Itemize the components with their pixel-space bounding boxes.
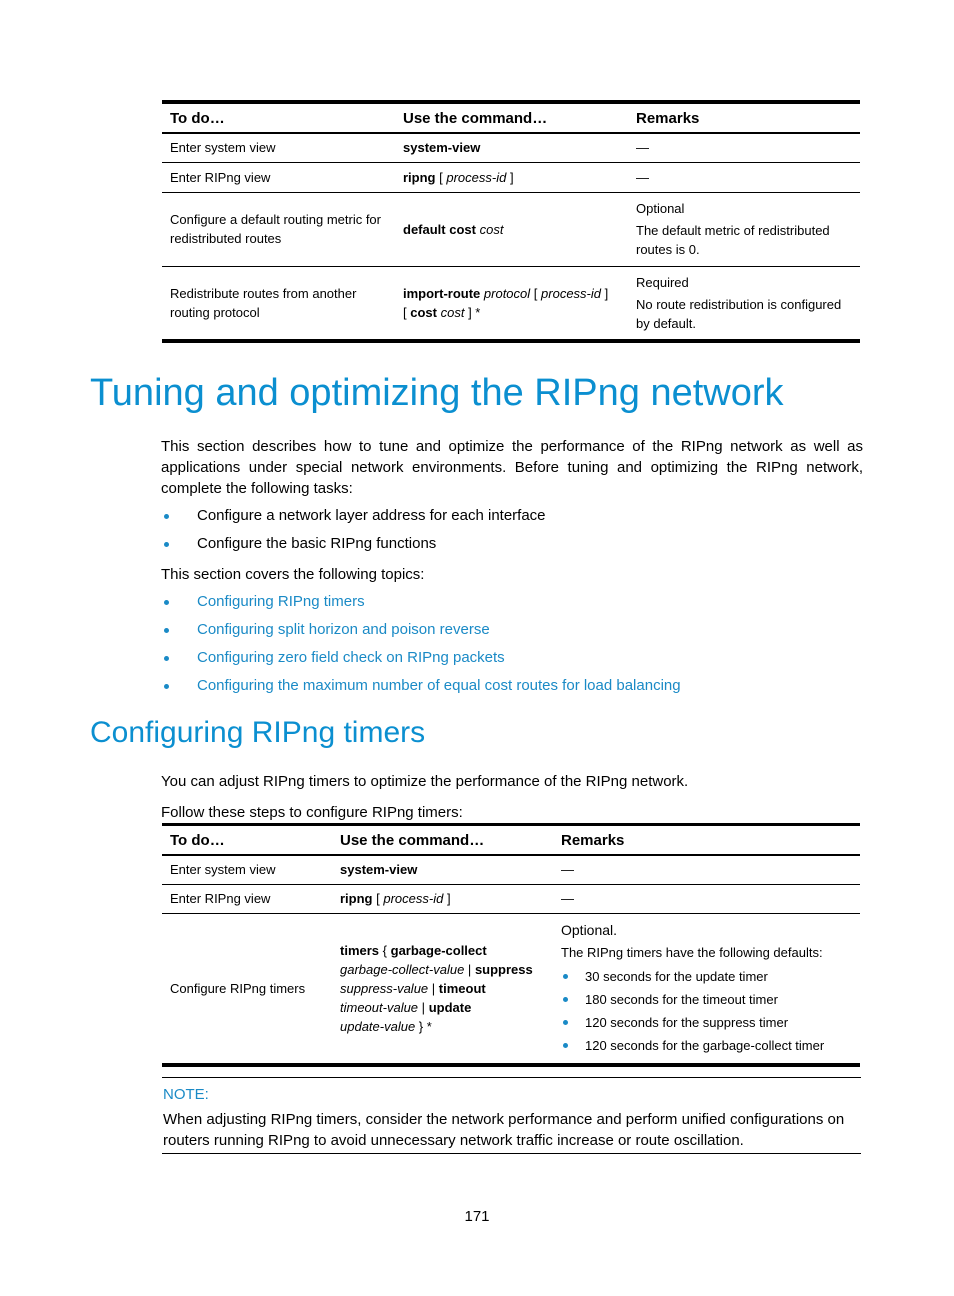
table-row <box>162 133 860 162</box>
remark-line: Optional. <box>561 921 618 938</box>
task-list <box>161 502 546 558</box>
command-cell: ripng [ process-id ] <box>332 884 553 913</box>
topic-link[interactable]: Configuring RIPng timers <box>197 593 365 610</box>
column-header: Use the command… <box>395 102 628 133</box>
table-row <box>162 884 860 913</box>
table-row <box>162 162 860 192</box>
todo-cell: Enter system view <box>162 133 395 162</box>
command-cell: timers { garbage-collect garbage-collect-value | suppress suppress-value | timeout timeout-value | update update-value } * <box>332 913 553 1065</box>
topic-link-list <box>161 588 681 700</box>
list-item <box>161 616 681 644</box>
remark-cell <box>628 192 860 266</box>
list-item: 30 seconds for the update timer <box>561 965 852 988</box>
column-header: Use the command… <box>332 825 553 856</box>
command-cell: import-route protocol [ process-id ] [ cost cost ] * <box>395 266 628 341</box>
list-item <box>161 644 681 672</box>
todo-cell: Enter RIPng view <box>162 162 395 192</box>
topic-link[interactable]: Configuring zero field check on RIPng packets <box>197 649 505 666</box>
table-row <box>162 913 860 1065</box>
command-cell: ripng [ process-id ] <box>395 162 628 192</box>
note-label: NOTE: <box>163 1086 209 1103</box>
command-cell: system-view <box>395 133 628 162</box>
remark-cell: — <box>628 162 860 192</box>
table-header-row <box>162 825 860 856</box>
remark-line: The RIPng timers have the following defaults: <box>561 944 823 960</box>
table-row <box>162 266 860 341</box>
intro-paragraph: This section describes how to tune and optimize the performance of the RIPng network as well as applications under special network environments. Before tuning and optimizing the RIPng network, complete the following tasks: <box>161 438 863 497</box>
column-header: To do… <box>162 825 332 856</box>
list-item: 120 seconds for the suppress timer <box>561 1011 852 1034</box>
remark-line: No route redistribution is configured by default. <box>636 296 842 331</box>
table-row <box>162 192 860 266</box>
topic-link[interactable]: Configuring the maximum number of equal cost routes for load balancing <box>197 677 681 694</box>
remark-cell: — <box>628 133 860 162</box>
todo-cell: Redistribute routes from another routing protocol <box>162 266 395 341</box>
table-row <box>162 855 860 884</box>
redistribution-table <box>162 100 860 343</box>
remark-cell <box>628 266 860 341</box>
list-item <box>161 672 681 700</box>
steps-intro: Follow these steps to configure RIPng timers: <box>161 804 463 821</box>
todo-cell: Configure RIPng timers <box>162 913 332 1065</box>
remark-cell <box>553 913 860 1065</box>
timers-table <box>162 823 860 1067</box>
todo-cell: Enter system view <box>162 855 332 884</box>
list-item <box>161 588 681 616</box>
table-header-row <box>162 102 860 133</box>
command-cell: default cost cost <box>395 192 628 266</box>
column-header: To do… <box>162 102 395 133</box>
subsection-paragraph: You can adjust RIPng timers to optimize the performance of the RIPng network. <box>161 773 689 790</box>
list-item: Configure the basic RIPng functions <box>161 530 546 558</box>
column-header: Remarks <box>553 825 860 856</box>
list-item: 180 seconds for the timeout timer <box>561 988 852 1011</box>
remark-line: Optional <box>636 201 685 216</box>
page-number: 171 <box>464 1208 490 1225</box>
topics-intro: This section covers the following topics: <box>161 566 425 583</box>
subsection-title: Configuring RIPng timers <box>90 716 426 749</box>
command-cell: system-view <box>332 855 553 884</box>
remark-cell: — <box>553 884 860 913</box>
list-item: Configure a network layer address for each interface <box>161 502 546 530</box>
remark-cell: — <box>553 855 860 884</box>
list-item: 120 seconds for the garbage-collect timer <box>561 1034 852 1057</box>
remark-line: Required <box>636 274 689 290</box>
section-title: Tuning and optimizing the RIPng network <box>90 372 784 414</box>
timer-defaults-list <box>561 965 852 1057</box>
todo-cell: Configure a default routing metric for redistributed routes <box>162 192 395 266</box>
todo-cell: Enter RIPng view <box>162 884 332 913</box>
remark-line: The default metric of redistributed routes is 0. <box>636 223 830 257</box>
column-header: Remarks <box>628 102 860 133</box>
note-text: When adjusting RIPng timers, consider the network performance and perform unified configurations on routers running RIPng to avoid unnecessary network traffic increase or route oscillation. <box>163 1111 845 1149</box>
topic-link[interactable]: Configuring split horizon and poison reverse <box>197 621 490 638</box>
note-box <box>162 1077 861 1154</box>
